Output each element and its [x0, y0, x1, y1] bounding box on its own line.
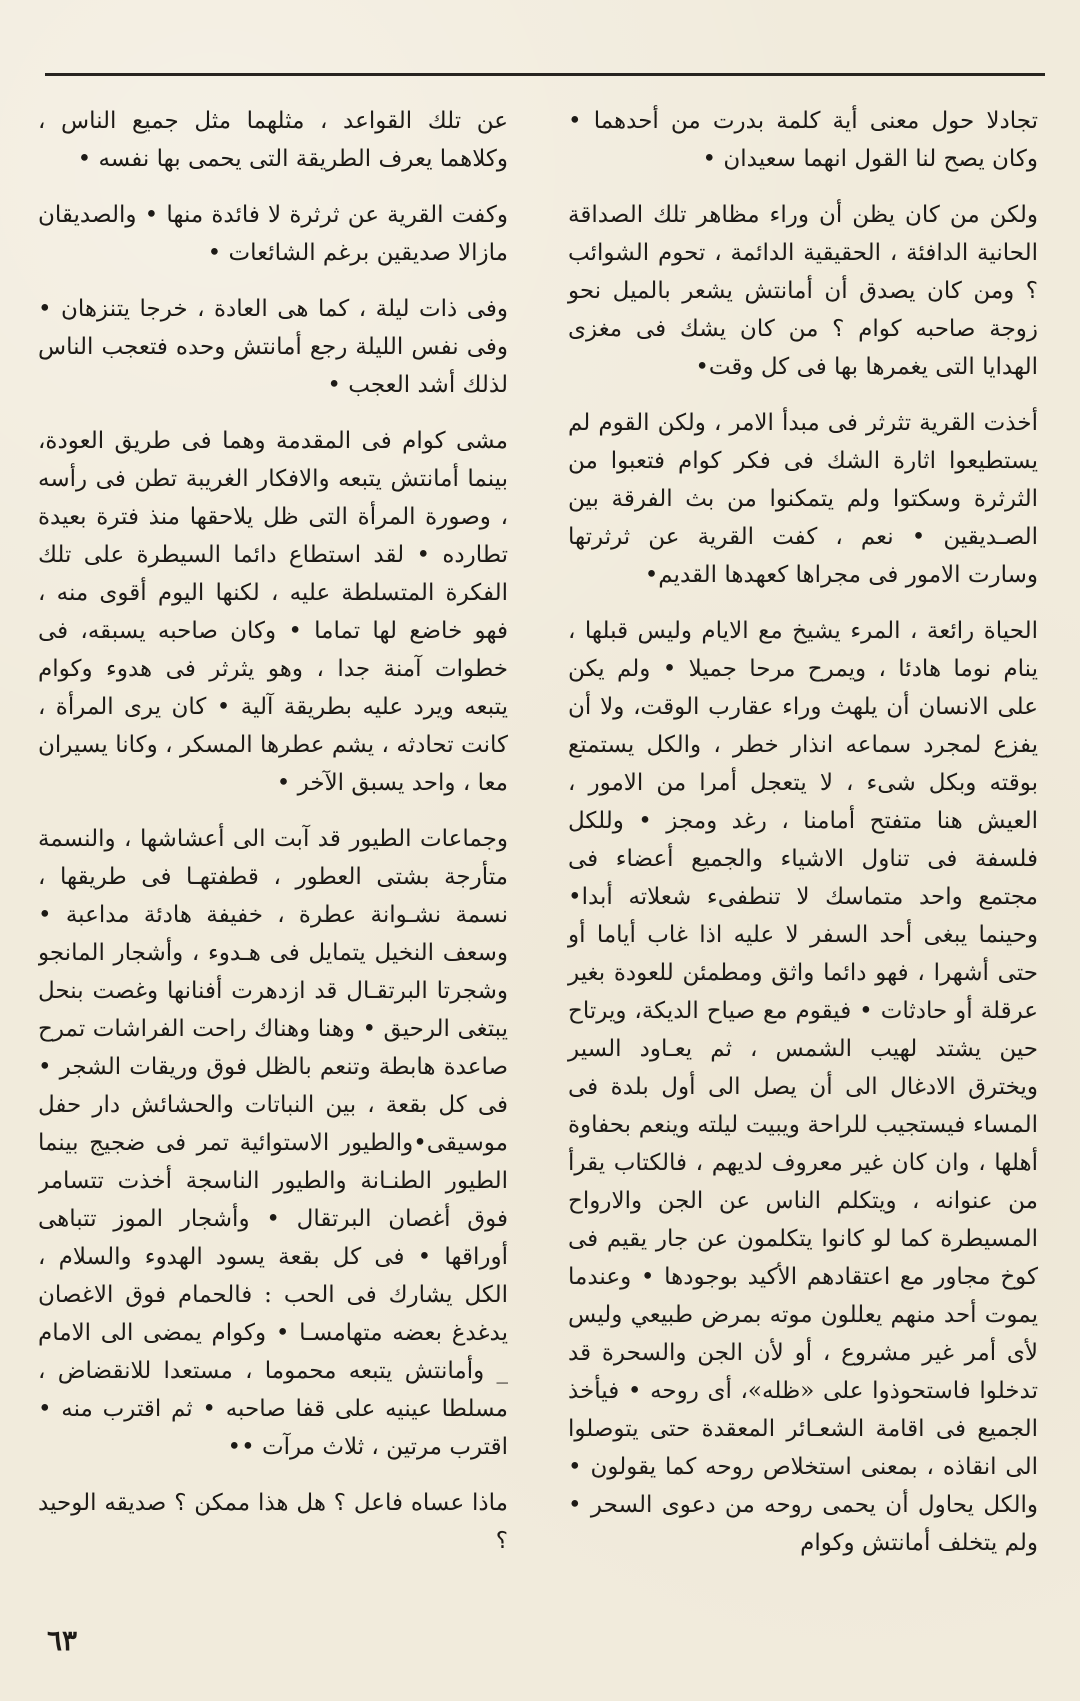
paragraph: ماذا عساه فاعل ؟ هل هذا ممكن ؟ صديقه الوحيد ؟ [38, 1490, 508, 1554]
right-column [558, 102, 1038, 1622]
paragraph: مشى كوام فى المقدمة وهما فى طريق العودة، بينما أمانتش يتبعه والافكار الغريبة تطن فى رأسه ، وصورة المرأة التى ظل يلاحقها منذ فترة بعيدة تطارده • لقد استطاع دائما السيطرة على تلك الفكرة المتسلطة عليه ، لكنها اليوم أقوى منه ، فهو خاضع لها تماما • وكان صاحبه يسبقه، فى خطوات آمنة جدا ، وهو يثرثر فى هدوء وكوام يتبعه ويرد عليه بطريقة آلية • كان يرى المرأة ، كانت تحادثه ، يشم عطرها المسكر ، وكانا يسيران معا ، واحد يسبق الآخر • [38, 428, 508, 796]
paragraph: أخذت القرية تثرثر فى مبدأ الامر ، ولكن القوم لم يستطيعوا اثارة الشك فى فكر كوام فتعبوا من الثرثرة وسكتوا ولم يتمكنوا من بث الفرقة بين الصـديقين • نعم ، كفت القرية عن ثرثرتها وسارت الامور فى مجراها كعهدها القديم• [568, 410, 1038, 588]
paragraph: تجادلا حول معنى أية كلمة بدرت من أحدهما • وكان يصح لنا القول انهما سعيدان • [568, 108, 1038, 172]
left-column [38, 102, 518, 1622]
paragraph: الحياة رائعة ، المرء يشيخ مع الايام وليس قبلها ، ينام نوما هادئا ، ويمرح مرحا جميلا • ولم يكن على الانسان أن يلهث وراء عقارب الوقت، ولا أن يفزع لمجرد سماعه انذار خطر ، والكل يستمتع بوقته وبكل شىء ، لا يتعجل أمرا من الامور ، العيش هنا متفتح أمامنا ، رغد ومجز • وللكل فلسفة فى تناول الاشياء والجميع أعضاء فى مجتمع واحد متماسك لا تنطفىء شعلاته أبدا• وحينما يبغى أحد السفر لا عليه اذا غاب أياما أو حتى أشهرا ، فهو دائما واثق ومطمئن للعودة بغير عرقلة أو حادثات • فيقوم مع صياح الديكة، ويرتاح حين يشتد لهيب الشمس ، ثم يعـاود السير ويخترق الادغال الى أن يصل الى أول بلدة فى المساء فيستجيب للراحة ويبيت ليلته وينعم بحفاوة أهلها ، وان كان غير معروف لديهم ، فالكتاب يقرأ من عنوانه ، ويتكلم الناس عن الجن والارواح المسيطرة كما لو كانوا يتكلمون عن جار يقيم فى كوخ مجاور مع اعتقادهم الأكيد بوجودها • وعندما يموت أحد منهم يعللون موته بمرض طبيعي وليس لأى أمر غير مشروع ، أو لأن الجن والسحرة قد تدخلوا فاستحوذوا على «ظله»، أى روحه • فيأخذ الجميع فى اقامة الشعـائر المعقدة حتى يتوصلوا الى انقاذه ، بمعنى استخلاص روحه كما يقولون • والكل يحاول أن يحمى روحه من دعوى السحر • ولم يتخلف أمانتش وكوام [568, 618, 1038, 1556]
page-number: ٦٣ [47, 1624, 78, 1657]
top-rule [45, 73, 1045, 76]
paragraph: عن تلك القواعد ، مثلهما مثل جميع الناس ، وكلاهما يعرف الطريقة التى يحمى بها نفسه • [38, 108, 508, 172]
paragraph: وفى ذات ليلة ، كما هى العادة ، خرجا يتنزهان • وفى نفس الليلة رجع أمانتش وحده فتعجب الناس لذلك أشد العجب • [38, 296, 508, 398]
paragraph: وكفت القرية عن ثرثرة لا فائدة منها • والصديقان مازالا صديقين برغم الشائعات • [38, 202, 508, 266]
paragraph: وجماعات الطيور قد آبت الى أعشاشها ، والنسمة متأرجة بشتى العطور ، قطفتهـا فى طريقها ، نسمة نشـوانة عطرة ، خفيفة هادئة مداعبة • وسعف النخيل يتمايل فى هـدوء ، وأشجار المانجو وشجرتا البرتقـال قد ازدهرت أفنانها وغصت بنحل يبتغى الرحيق • وهنا وهناك راحت الفراشات تمرح صاعدة هابطة وتنعم بالظل فوق وريقات الشجر • فى كل بقعة ، بين النباتات والحشائش دار حفل موسيقى•والطيور الاستوائية تمر فى ضجيج بينما الطيور الطنـانة والطيور الناسجة أخذت تتسامر فوق أغصان البرتقال • وأشجار الموز تتباهى أوراقها • فى كل بقعة يسود الهدوء والسلام ، الكل يشارك فى الحب : فالحمام فوق الاغصان يدغدغ بعضه متهامسـا • وكوام يمضى الى الامام _ وأمانتش يتبعه محموما ، مستعدا للانقضاض ، مسلطا عينيه على قفا صاحبه • ثم اقترب منه • اقترب مرتين ، ثلاث مرآت •• [38, 826, 508, 1460]
paragraph: ولكن من كان يظن أن وراء مظاهر تلك الصداقة الحانية الدافئة ، الحقيقية الدائمة ، تحوم الشوائب ؟ ومن كان يصدق أن أمانتش يشعر بالميل نحو زوجة صاحبه كوام ؟ من كان يشك فى مغزى الهدايا التى يغمرها بها فى كل وقت• [568, 202, 1038, 380]
article-columns [38, 102, 1038, 1622]
